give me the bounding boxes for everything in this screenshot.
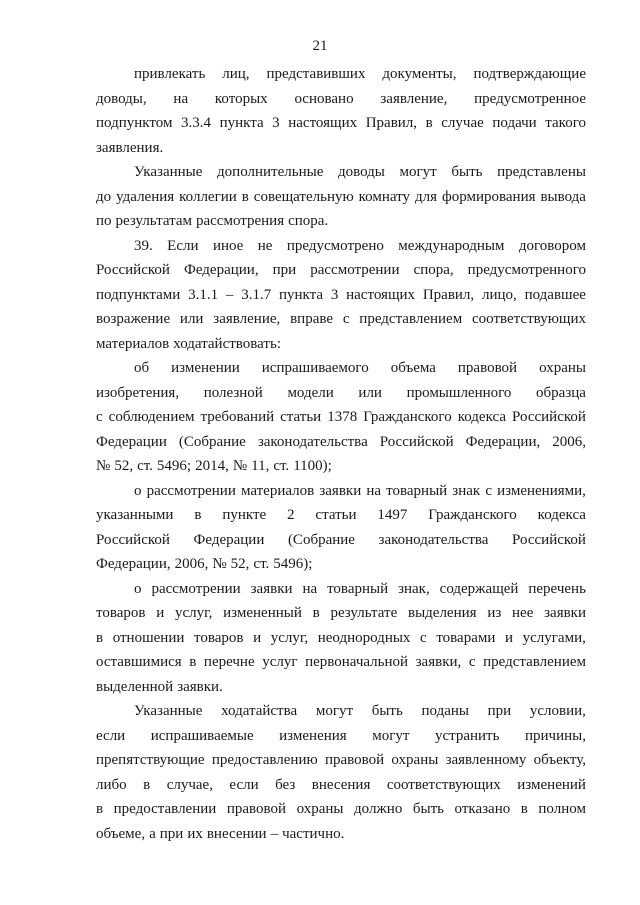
text-line: о рассмотрении материалов заявки на товарный знак с изменениями, <box>134 482 586 499</box>
text-line: Российской Федерации, при рассмотрении спора, предусмотренного <box>96 262 586 278</box>
text-line: об изменении испрашиваемого объема правовой охраны <box>134 360 586 376</box>
text-line: до удаления коллегии в совещательную комнату для формирования вывода <box>96 188 586 205</box>
document-body <box>96 62 586 846</box>
text-line: Указанные дополнительные доводы могут быть представлены <box>134 164 586 180</box>
paragraph <box>96 699 586 846</box>
text-line: препятствующие предоставлению правовой охраны заявленному объекту, <box>96 752 586 768</box>
text-line: в отношении товаров и услуг, неоднородных с товарами и услугами, <box>96 629 586 646</box>
paragraph <box>96 356 586 479</box>
text-line: материалов ходатайствовать: <box>96 335 281 352</box>
text-line: подпунктом 3.3.4 пункта 3 настоящих Правил, в случае подачи такого <box>96 115 586 131</box>
page-number: 21 <box>312 38 328 54</box>
text-line: заявления. <box>96 139 164 156</box>
text-line: Указанные ходатайства могут быть поданы при условии, <box>134 703 586 719</box>
paragraph <box>96 577 586 700</box>
paragraph <box>96 479 586 577</box>
text-line: по результатам рассмотрения спора. <box>96 213 329 229</box>
text-line: возражение или заявление, вправе с представлением соответствующих <box>96 311 586 327</box>
text-line: Российской Федерации (Собрание законодательства Российской <box>96 531 586 548</box>
text-line: объеме, а при их внесении – частично. <box>96 825 345 842</box>
text-line: либо в случае, если без внесения соответствующих изменений <box>96 776 586 793</box>
text-line: Федерации, 2006, № 52, ст. 5496); <box>96 556 313 572</box>
text-line: № 52, ст. 5496; 2014, № 11, ст. 1100); <box>96 458 332 474</box>
text-line: указанными в пункте 2 статьи 1497 Гражданского кодекса <box>96 507 586 523</box>
text-line: в предоставлении правовой охраны должно быть отказано в полном <box>96 801 586 817</box>
paragraph <box>96 62 586 160</box>
text-line: о рассмотрении заявки на товарный знак, содержащей перечень <box>134 580 586 597</box>
text-line: доводы, на которых основано заявление, предусмотренное <box>96 90 586 107</box>
text-line: подпунктами 3.1.1 – 3.1.7 пункта 3 настоящих Правил, лицо, подавшее <box>96 286 586 303</box>
paragraph <box>96 160 586 234</box>
text-line: оставшимися в перечне услуг первоначальной заявки, с представлением <box>96 654 586 670</box>
text-line: привлекать лиц, представивших документы, подтверждающие <box>134 66 586 82</box>
text-line: с соблюдением требований статьи 1378 Гражданского кодекса Российской <box>96 409 586 425</box>
text-line: Федерации (Собрание законодательства Российской Федерации, 2006, <box>96 433 586 450</box>
text-line: товаров и услуг, измененный в результате выделения из нее заявки <box>96 605 586 621</box>
text-line: если испрашиваемые изменения могут устранить причины, <box>96 727 586 744</box>
paragraph <box>96 234 586 357</box>
text-line: изобретения, полезной модели или промышленного образца <box>96 384 586 401</box>
text-line: 39. Если иное не предусмотрено международным договором <box>134 237 586 254</box>
text-line: выделенной заявки. <box>96 678 223 695</box>
